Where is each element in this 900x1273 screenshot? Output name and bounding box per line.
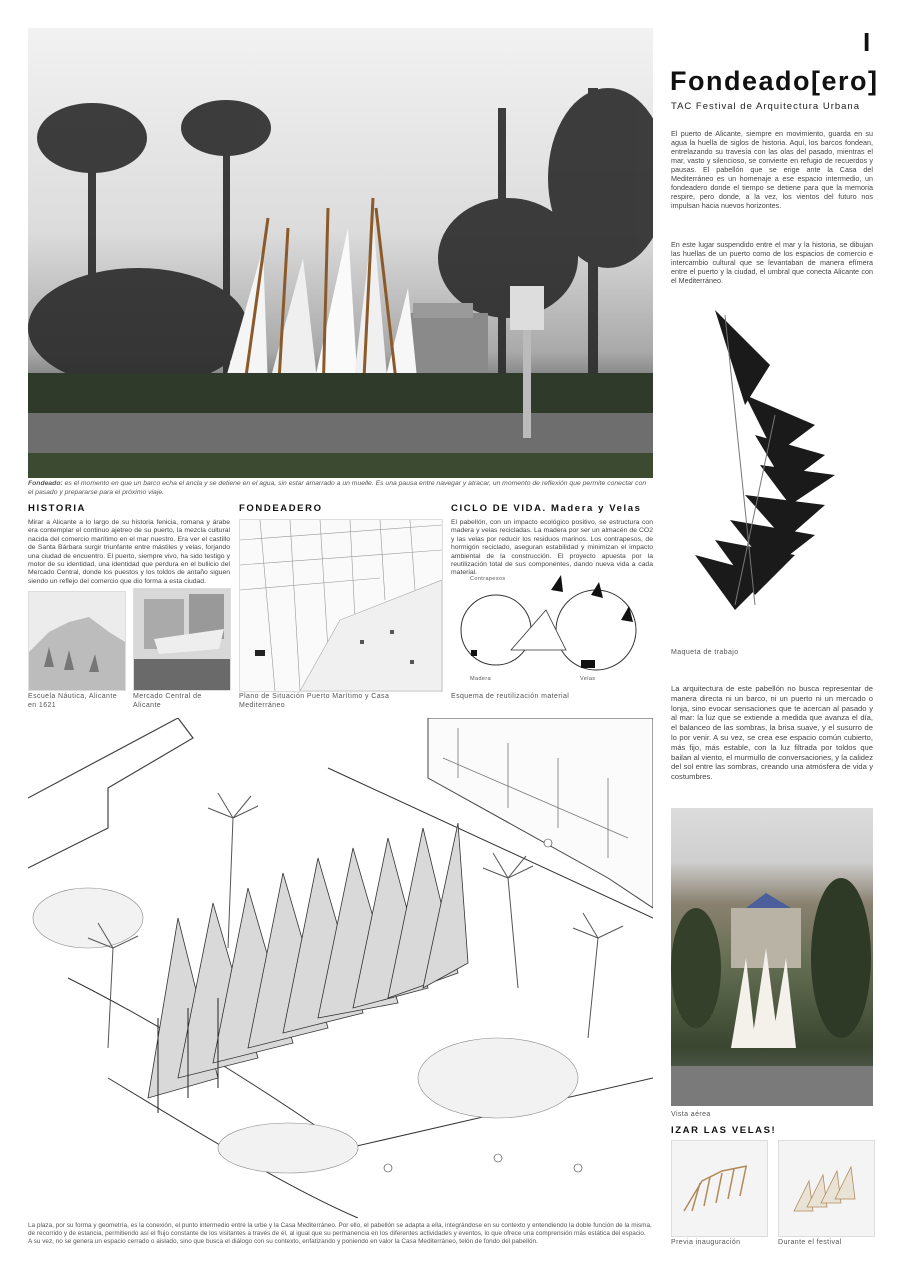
- axonometric-illustration: [28, 718, 653, 1218]
- izar-caption-before: Previa inauguración: [671, 1239, 741, 1246]
- izar-image-before: [671, 1140, 768, 1237]
- market-photo-illustration: [134, 589, 230, 690]
- title-mark: I: [863, 27, 871, 57]
- ciclo-heading: CICLO DE VIDA. Madera y Velas: [451, 503, 642, 514]
- site-plan-caption: Plano de Situación Puerto Marítimo y Casa Mediterráneo: [239, 693, 390, 709]
- intro-paragraph-2: En este lugar suspendido entre el mar y la historia, se dibujan las huellas de un puerto como de los espacios de comercio e intercambio cultural que se levantaban de manera efímera entre el puerto y la ciudad, el umbral que conecta Alicante con el Mediterráneo.: [671, 240, 873, 285]
- axo-paragraph-1: La plaza, por su forma y geometría, es la conexión, el punto intermedio entre la urbe y la Casa Mediterráneo. Por ello, el pabellón se adapta a ella, integrándose en su contexto y entendiendo la doble función de la misma, de recorrido y de estancia, permitiendo así el flujo constante de los visitantes a través de él, al igual que su permanencia en los diferentes actividades y eventos, lo que ofrece una comprensión más estática del espacio.: [28, 1222, 652, 1237]
- ciclo-label-velas: Velas: [580, 676, 596, 682]
- ciclo-text: El pabellón, con un impacto ecológico positivo, se estructura con madera y velas recicladas. La madera por ser un almacén de CO2 y las velas por reducir los residuos marinos. Los contrapesos, de hormigón reciclado, aseguran estabilidad y minimizan el impacto ambiental de la construcción. El proyecto apuesta por la reutilización total de sus componentes, dando nueva vida a cada material.: [451, 519, 653, 577]
- fondeadero-heading: FONDEADERO: [239, 503, 323, 514]
- izar-image-during: [778, 1140, 875, 1237]
- historia-caption-nautica: Escuela Náutica, Alicante en 1621: [28, 693, 117, 709]
- intro-paragraph-1: El puerto de Alicante, siempre en movimiento, guarda en su agua la huella de siglos de historia. Aquí, los barcos fondean, entrelazando su travesía con las olas del pasado, mientras el mar, vasto y silencioso, se convierte en refugio de recuerdos y pausas. El pabellón que se erige ante la Casa del Mediterráneo es un homenaje a ese espacio intermedio, un fondeadero donde el tiempo se detiene para que la memoria respire, pero donde, a la vez, los vientos del futuro nos impulsan hacia nuevos horizontes.: [671, 129, 873, 210]
- model-caption: Maqueta de trabajo: [671, 649, 739, 656]
- axo-paragraph-2: A su vez, no se genera un espacio cerrado o aislado, sino que busca el diálogo con su contexto, enfatizando y poniendo en valor la Casa Mediterráneo, telón de fondo del pabellón.: [28, 1238, 538, 1245]
- historia-heading: HISTORIA: [28, 503, 87, 514]
- izar-heading: IZAR LAS VELAS!: [671, 1125, 777, 1136]
- concept-paragraph: La arquitectura de este pabellón no busca representar de manera directa ni un barco, ni un puerto ni un mercado o lonja, sino evocar sensaciones que te acercan al pasado y al mar: la luz que se extiende a medida que avanza el día, el balanceo de las sombras, la brisa suave, y el susurro de lo por venir. A su vez, se crea ese espacio común cubierto, más fijo, más estable, con la luz filtrada por toldos que bailan al viento, el murmullo de conversaciones, y la calidez del sol entre las sombras, creando una atmósfera de vida y costumbres.: [671, 684, 873, 782]
- axo-text: [28, 1222, 653, 1246]
- historia-image-mercado: [133, 588, 231, 691]
- site-plan: [239, 519, 443, 692]
- pavilion-model-before: [672, 1141, 767, 1236]
- historia-text: Mirar a Alicante a lo largo de su historia fenicia, romana y árabe era contemplar el continuo ajetreo de su puerto, la mezcla cultural nacida del comercio marítimo en el mar nuestro. Era ver el castillo de Santa Bárbara surgir triunfante entre mástiles y velas, forjando una ciudad de encuentro. El puerto, siempre vivo, ha sido testigo y motor de su identidad, una identidad que perdura en el bullicio del Mercado Central, donde los puestos y los toldos de antaño siguen siendo un reflejo del comercio que dio forma a esta ciudad.: [28, 519, 230, 585]
- pavilion-model-during: [779, 1141, 874, 1236]
- site-plan-map: [240, 520, 442, 691]
- axonometric-drawing: [28, 718, 653, 1218]
- ciclo-label-contrapesos: Contrapesos: [470, 576, 506, 582]
- main-photo-caption-lead: Fondeado:: [28, 480, 63, 487]
- main-photo-caption: [28, 480, 653, 497]
- model-photo: [675, 305, 845, 625]
- historia-caption-mercado: Mercado Central de Alicante: [133, 693, 202, 709]
- life-cycle-diagram: [451, 570, 653, 688]
- ciclo-label-madera: Madera: [470, 676, 492, 682]
- main-photo-caption-text: es el momento en que un barco echa el ancla y se detiene en el agua, sin estar amarrado a un muelle. Es una pausa entre navegar y atracar, un momento de reflexión que permite conectar con el pasado y prepararse para el próximo viaje.: [28, 480, 647, 496]
- engraving-illustration: [29, 592, 125, 690]
- pavilion-photo-illustration: [28, 28, 653, 478]
- aerial-illustration: [671, 808, 873, 1106]
- ciclo-caption: Esquema de reutilización material: [451, 693, 570, 700]
- main-photo: [28, 28, 653, 478]
- project-title: Fondeado[ero]: [670, 66, 879, 96]
- aerial-caption: Vista aérea: [671, 1111, 711, 1118]
- historia-image-nautica: [28, 591, 126, 691]
- izar-caption-during: Durante el festival: [778, 1239, 842, 1246]
- project-subtitle: TAC Festival de Arquitectura Urbana: [671, 101, 861, 112]
- aerial-photo: [671, 808, 873, 1106]
